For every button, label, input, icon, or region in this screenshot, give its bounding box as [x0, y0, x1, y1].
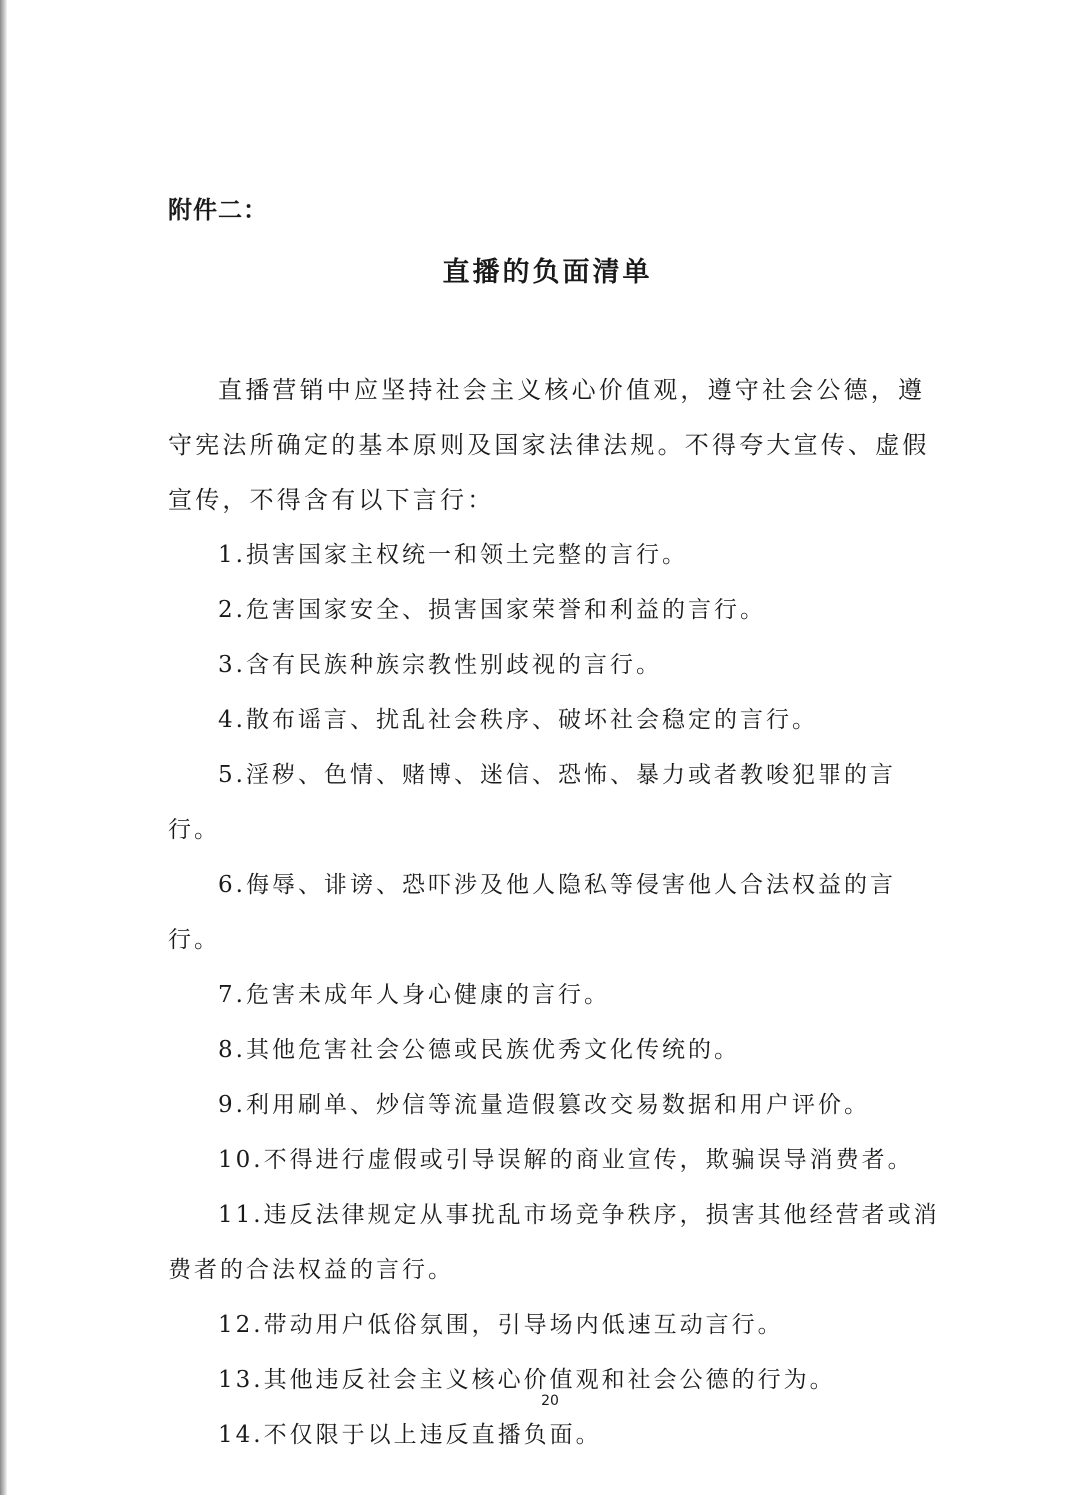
- prohibited-items-list: [168, 528, 943, 1463]
- scan-edge-shadow: [0, 0, 7, 1495]
- list-item: 13.其他违反社会主义核心价值观和社会公德的行为。: [218, 1367, 836, 1393]
- page-number: 20: [541, 1393, 559, 1409]
- list-item: 4.散布谣言、扰乱社会秩序、破坏社会稳定的言行。: [218, 707, 818, 733]
- attachment-label: 附件二：: [168, 196, 268, 224]
- list-item: 5.淫秽、色情、赌博、迷信、恐怖、暴力或者教唆犯罪的言行。: [168, 762, 896, 843]
- list-item: 3.含有民族种族宗教性别歧视的言行。: [218, 652, 662, 678]
- list-item: 11.违反法律规定从事扰乱市场竞争秩序，损害其他经营者或消费者的合法权益的言行。: [168, 1202, 940, 1283]
- document-title: 直播的负面清单: [442, 257, 653, 288]
- list-item: 14.不仅限于以上违反直播负面。: [218, 1422, 602, 1448]
- list-item: 12.带动用户低俗氛围，引导场内低速互动言行。: [218, 1312, 784, 1338]
- list-item: 9.利用刷单、炒信等流量造假篡改交易数据和用户评价。: [218, 1092, 870, 1118]
- list-item: 2.危害国家安全、损害国家荣誉和利益的言行。: [218, 597, 766, 623]
- list-item: 10.不得进行虚假或引导误解的商业宣传，欺骗误导消费者。: [218, 1147, 914, 1173]
- list-item: 6.侮辱、诽谤、恐吓涉及他人隐私等侵害他人合法权益的言行。: [168, 872, 896, 953]
- intro-paragraph: 直播营销中应坚持社会主义核心价值观，遵守社会公德，遵守宪法所确定的基本原则及国家法律法规。不得夸大宣传、虚假宣传，不得含有以下言行：: [168, 376, 930, 514]
- list-item: 1.损害国家主权统一和领土完整的言行。: [218, 542, 688, 568]
- list-item: 8.其他危害社会公德或民族优秀文化传统的。: [218, 1037, 740, 1063]
- list-item: 7.危害未成年人身心健康的言行。: [218, 982, 610, 1008]
